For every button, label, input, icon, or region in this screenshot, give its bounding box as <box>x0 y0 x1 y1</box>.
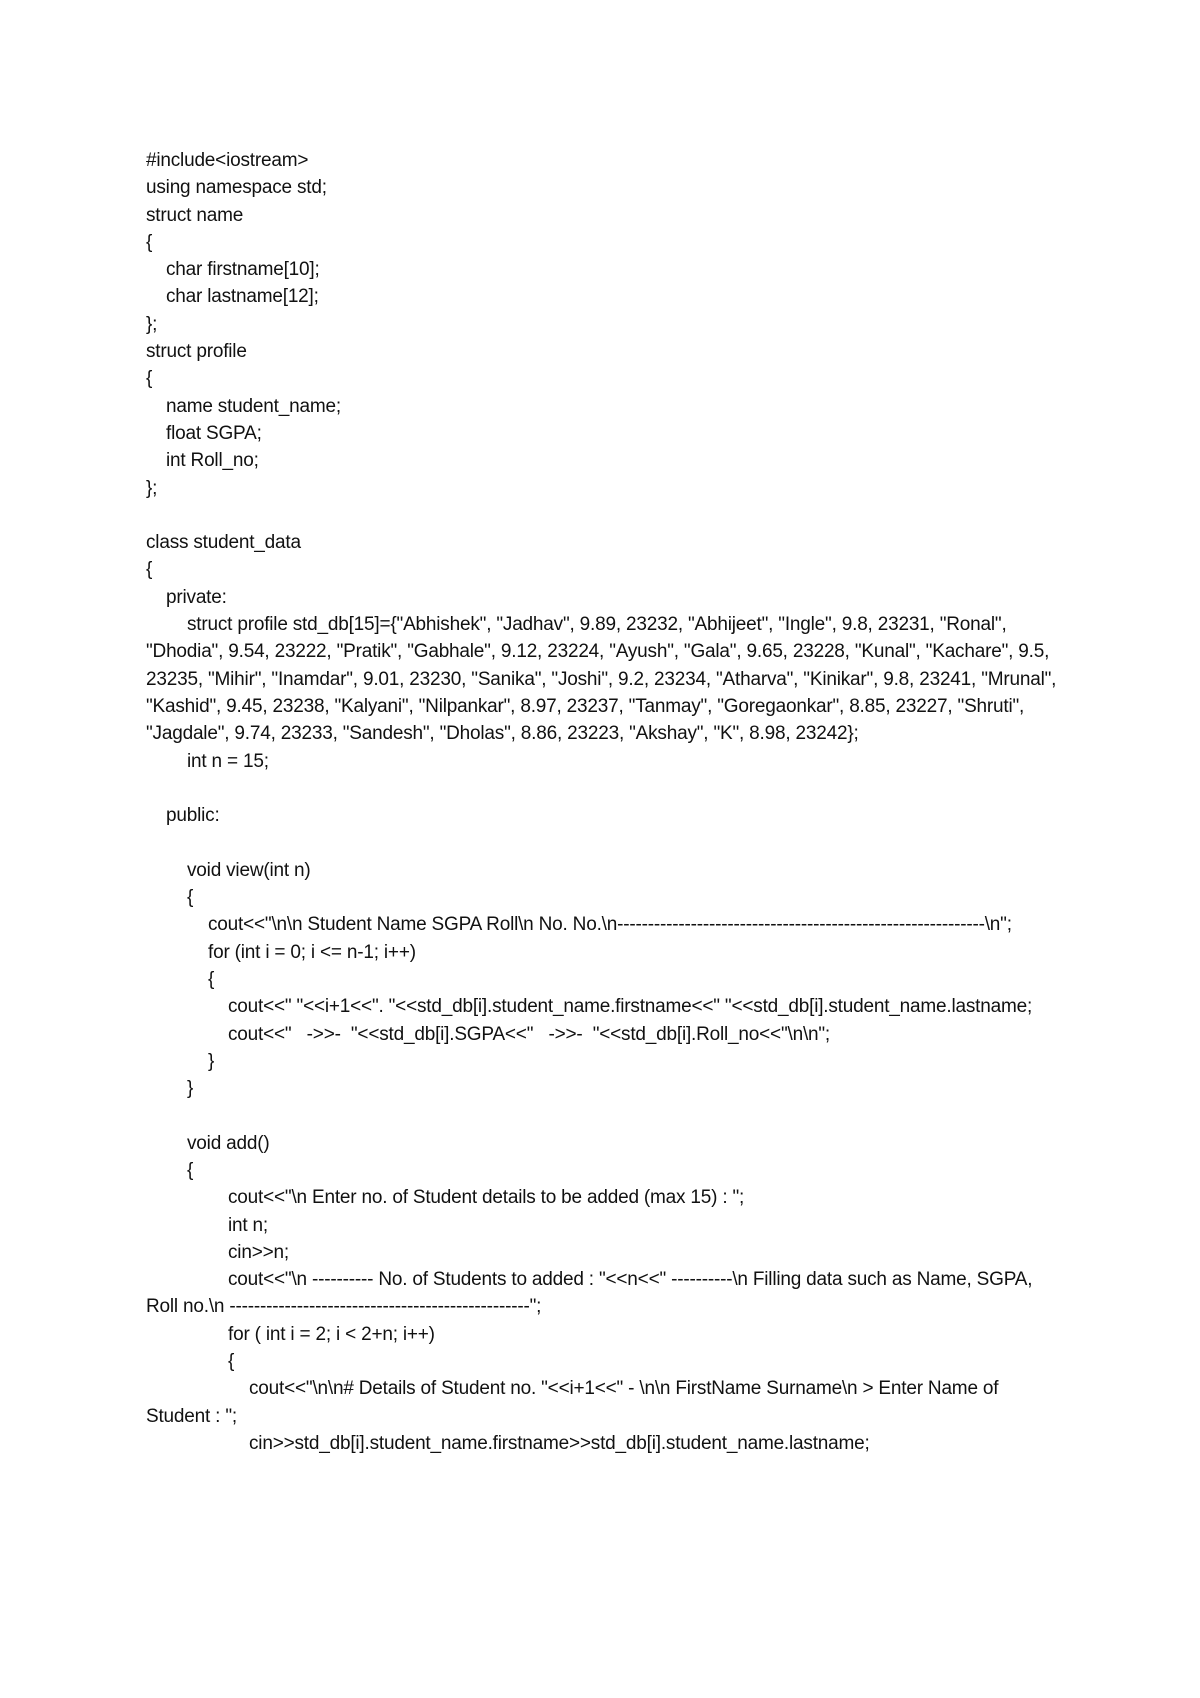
code-line: struct profile <box>146 341 247 363</box>
code-line: } <box>208 1050 215 1072</box>
code-line: { <box>208 968 215 990</box>
code-line: cout<<" ->>- "<<std_db[i].SGPA<<" ->>- "<<std_db[i].Roll_no<<"\n\n"; <box>228 1023 831 1045</box>
code-line: }; <box>146 313 158 335</box>
code-line: { <box>146 231 153 253</box>
code-line: cin>>n; <box>228 1241 289 1263</box>
code-line: public: <box>166 805 220 827</box>
code-line: class student_data <box>146 532 301 554</box>
code-listing <box>146 147 1066 1457</box>
code-line: void add() <box>187 1132 270 1154</box>
code-line: char lastname[12]; <box>166 286 319 308</box>
code-line-wrapped: cout<<" "<<i+1<<". "<<std_db[i].student_name.firstname<<" "<<std_db[i].student_name.lastname; <box>228 996 1033 1018</box>
blank-line <box>146 775 1066 802</box>
code-line: int Roll_no; <box>166 450 259 472</box>
blank-line <box>146 829 1066 856</box>
code-line: { <box>187 1159 194 1181</box>
code-line: { <box>228 1351 235 1373</box>
code-line: name student_name; <box>166 395 341 417</box>
code-line-wrapped: cout<<"\n ---------- No. of Students to added : "<<n<<" ----------\n Filling data such as Name, SGPA, Roll no.\n -------------------------------------------------"; <box>146 1269 1033 1318</box>
code-line: cout<<"\n Enter no. of Student details to be added (max 15) : "; <box>228 1187 745 1209</box>
code-line: { <box>146 368 153 390</box>
code-line-wrapped: cout<<"\n\n# Details of Student no. "<<i+1<<" - \n\n FirstName Surname\n > Enter Name of Student : "; <box>146 1378 999 1427</box>
code-line: #include<iostream> <box>146 150 309 171</box>
blank-line <box>146 1102 1066 1129</box>
code-line: for ( int i = 2; i < 2+n; i++) <box>228 1323 435 1345</box>
blank-line <box>146 502 1066 529</box>
code-line: for (int i = 0; i <= n-1; i++) <box>208 941 416 963</box>
code-line: void view(int n) <box>187 859 311 881</box>
code-line: cin>>std_db[i].student_name.firstname>>std_db[i].student_name.lastname; <box>249 1432 870 1454</box>
code-line: int n = 15; <box>187 750 269 772</box>
code-line: float SGPA; <box>166 422 262 444</box>
code-line: using namespace std; <box>146 177 327 199</box>
code-line: { <box>146 559 153 581</box>
code-line: struct name <box>146 204 244 226</box>
code-line: }; <box>146 477 158 499</box>
code-line: int n; <box>228 1214 268 1236</box>
code-line-wrapped: struct profile std_db[15]={"Abhishek", "Jadhav", 9.89, 23232, "Abhijeet", "Ingle", 9.8, 23231, "Ronal", "Dhodia", 9.54, 23222, "Pratik", "Gabhale", 9.12, 23224, "Ayush", "Gala", 9.65, 23228, "Kunal", "Kachare", 9.5, 23235, "Mihir", "Inamdar", 9.01, 23230, "Sanika", "Joshi", 9.2, 23234, "Atharva", "Kinikar", 9.8, 23241, "Mrunal", "Kashid", 9.45, 23238, "Kalyani", "Nilpankar", 8.97, 23237, "Tanmay", "Goregaonkar", 8.85, 23227, "Shruti", "Jagdale", 9.74, 23233, "Sandesh", "Dholas", 8.86, 23223, "Akshay", "K", 8.98, 23242}; <box>146 614 1057 745</box>
code-line: char firstname[10]; <box>166 259 320 281</box>
code-line-wrapped: cout<<"\n\n Student Name SGPA Roll\n No. No.\n------------------------------------------------------------\n"; <box>208 914 1012 936</box>
code-line: private: <box>166 586 227 608</box>
code-line: { <box>187 887 194 909</box>
code-line: } <box>187 1078 194 1100</box>
